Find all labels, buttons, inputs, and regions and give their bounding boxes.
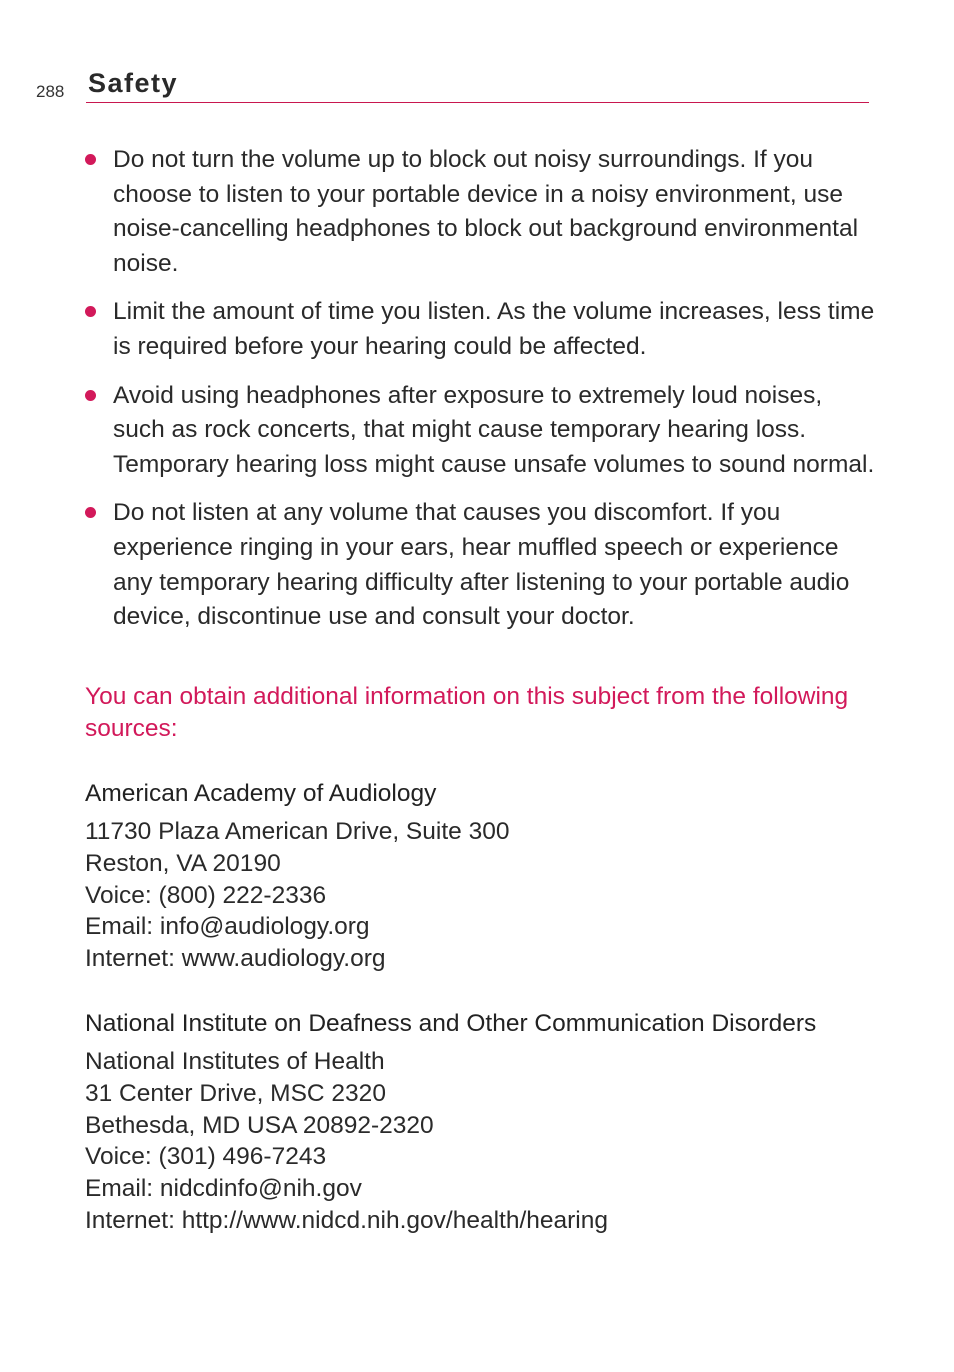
bullet-dot-icon bbox=[85, 154, 96, 165]
bullet-text: Avoid using headphones after exposure to extremely loud noises, such as rock concerts, that might cause temporary hearing loss. Temporary hearing loss might cause unsafe volumes to sound normal. bbox=[113, 381, 875, 478]
safety-bullet-list bbox=[80, 143, 880, 649]
bullet-text: Do not listen at any volume that causes you discomfort. If you experience ringing in your ears, hear muffled speech or experience any temporary hearing difficulty after listening to your portable audio device, discontinue use and consult your doctor. bbox=[113, 499, 850, 631]
bullet-text: Do not turn the volume up to block out noisy surroundings. If you choose to listen to your portable device in a noisy environment, use noise-cancelling headphones to block out background environmental noise. bbox=[113, 146, 859, 277]
org-parent-line: National Institutes of Health bbox=[85, 1048, 385, 1075]
bullet-dot-icon bbox=[85, 306, 96, 317]
bullet-dot-icon bbox=[85, 390, 96, 401]
section-title: Safety bbox=[88, 68, 179, 98]
org-email-line: Email: nidcdinfo@nih.gov bbox=[85, 1175, 362, 1203]
org-nidcd bbox=[85, 1008, 885, 1237]
org-name: National Institute on Deafness and Other Communication Disorders bbox=[85, 1010, 817, 1037]
header-divider bbox=[86, 102, 869, 103]
org-american-academy-of-audiology bbox=[85, 778, 885, 975]
org-voice-line: Voice: (301) 496-7243 bbox=[85, 1143, 327, 1171]
bullet-item-discomfort bbox=[80, 496, 880, 634]
org-city-line: Reston, VA 20190 bbox=[85, 849, 281, 877]
bullet-item-volume bbox=[80, 143, 880, 281]
org-address-line: 31 Center Drive, MSC 2320 bbox=[85, 1079, 386, 1107]
bullet-text: Limit the amount of time you listen. As the volume increases, less time is required before your hearing could be affected. bbox=[113, 298, 875, 360]
bullet-item-time bbox=[80, 295, 880, 364]
org-city-line: Bethesda, MD USA 20892-2320 bbox=[85, 1111, 434, 1139]
org-address-line: 11730 Plaza American Drive, Suite 300 bbox=[85, 818, 510, 845]
org-internet-line: Internet: www.audiology.org bbox=[85, 945, 386, 973]
org-voice-line: Voice: (800) 222-2336 bbox=[85, 881, 327, 909]
org-internet-line: Internet: http://www.nidcd.nih.gov/health/hearing bbox=[85, 1206, 608, 1234]
org-name: American Academy of Audiology bbox=[85, 780, 437, 807]
page-header bbox=[0, 0, 954, 110]
bullet-dot-icon bbox=[85, 507, 96, 518]
org-email-line: Email: info@audiology.org bbox=[85, 913, 370, 941]
bullet-item-loud-noises bbox=[80, 379, 880, 483]
sources-intro: You can obtain additional information on this subject from the following sources: bbox=[85, 683, 849, 742]
page-number: 288 bbox=[36, 82, 65, 101]
